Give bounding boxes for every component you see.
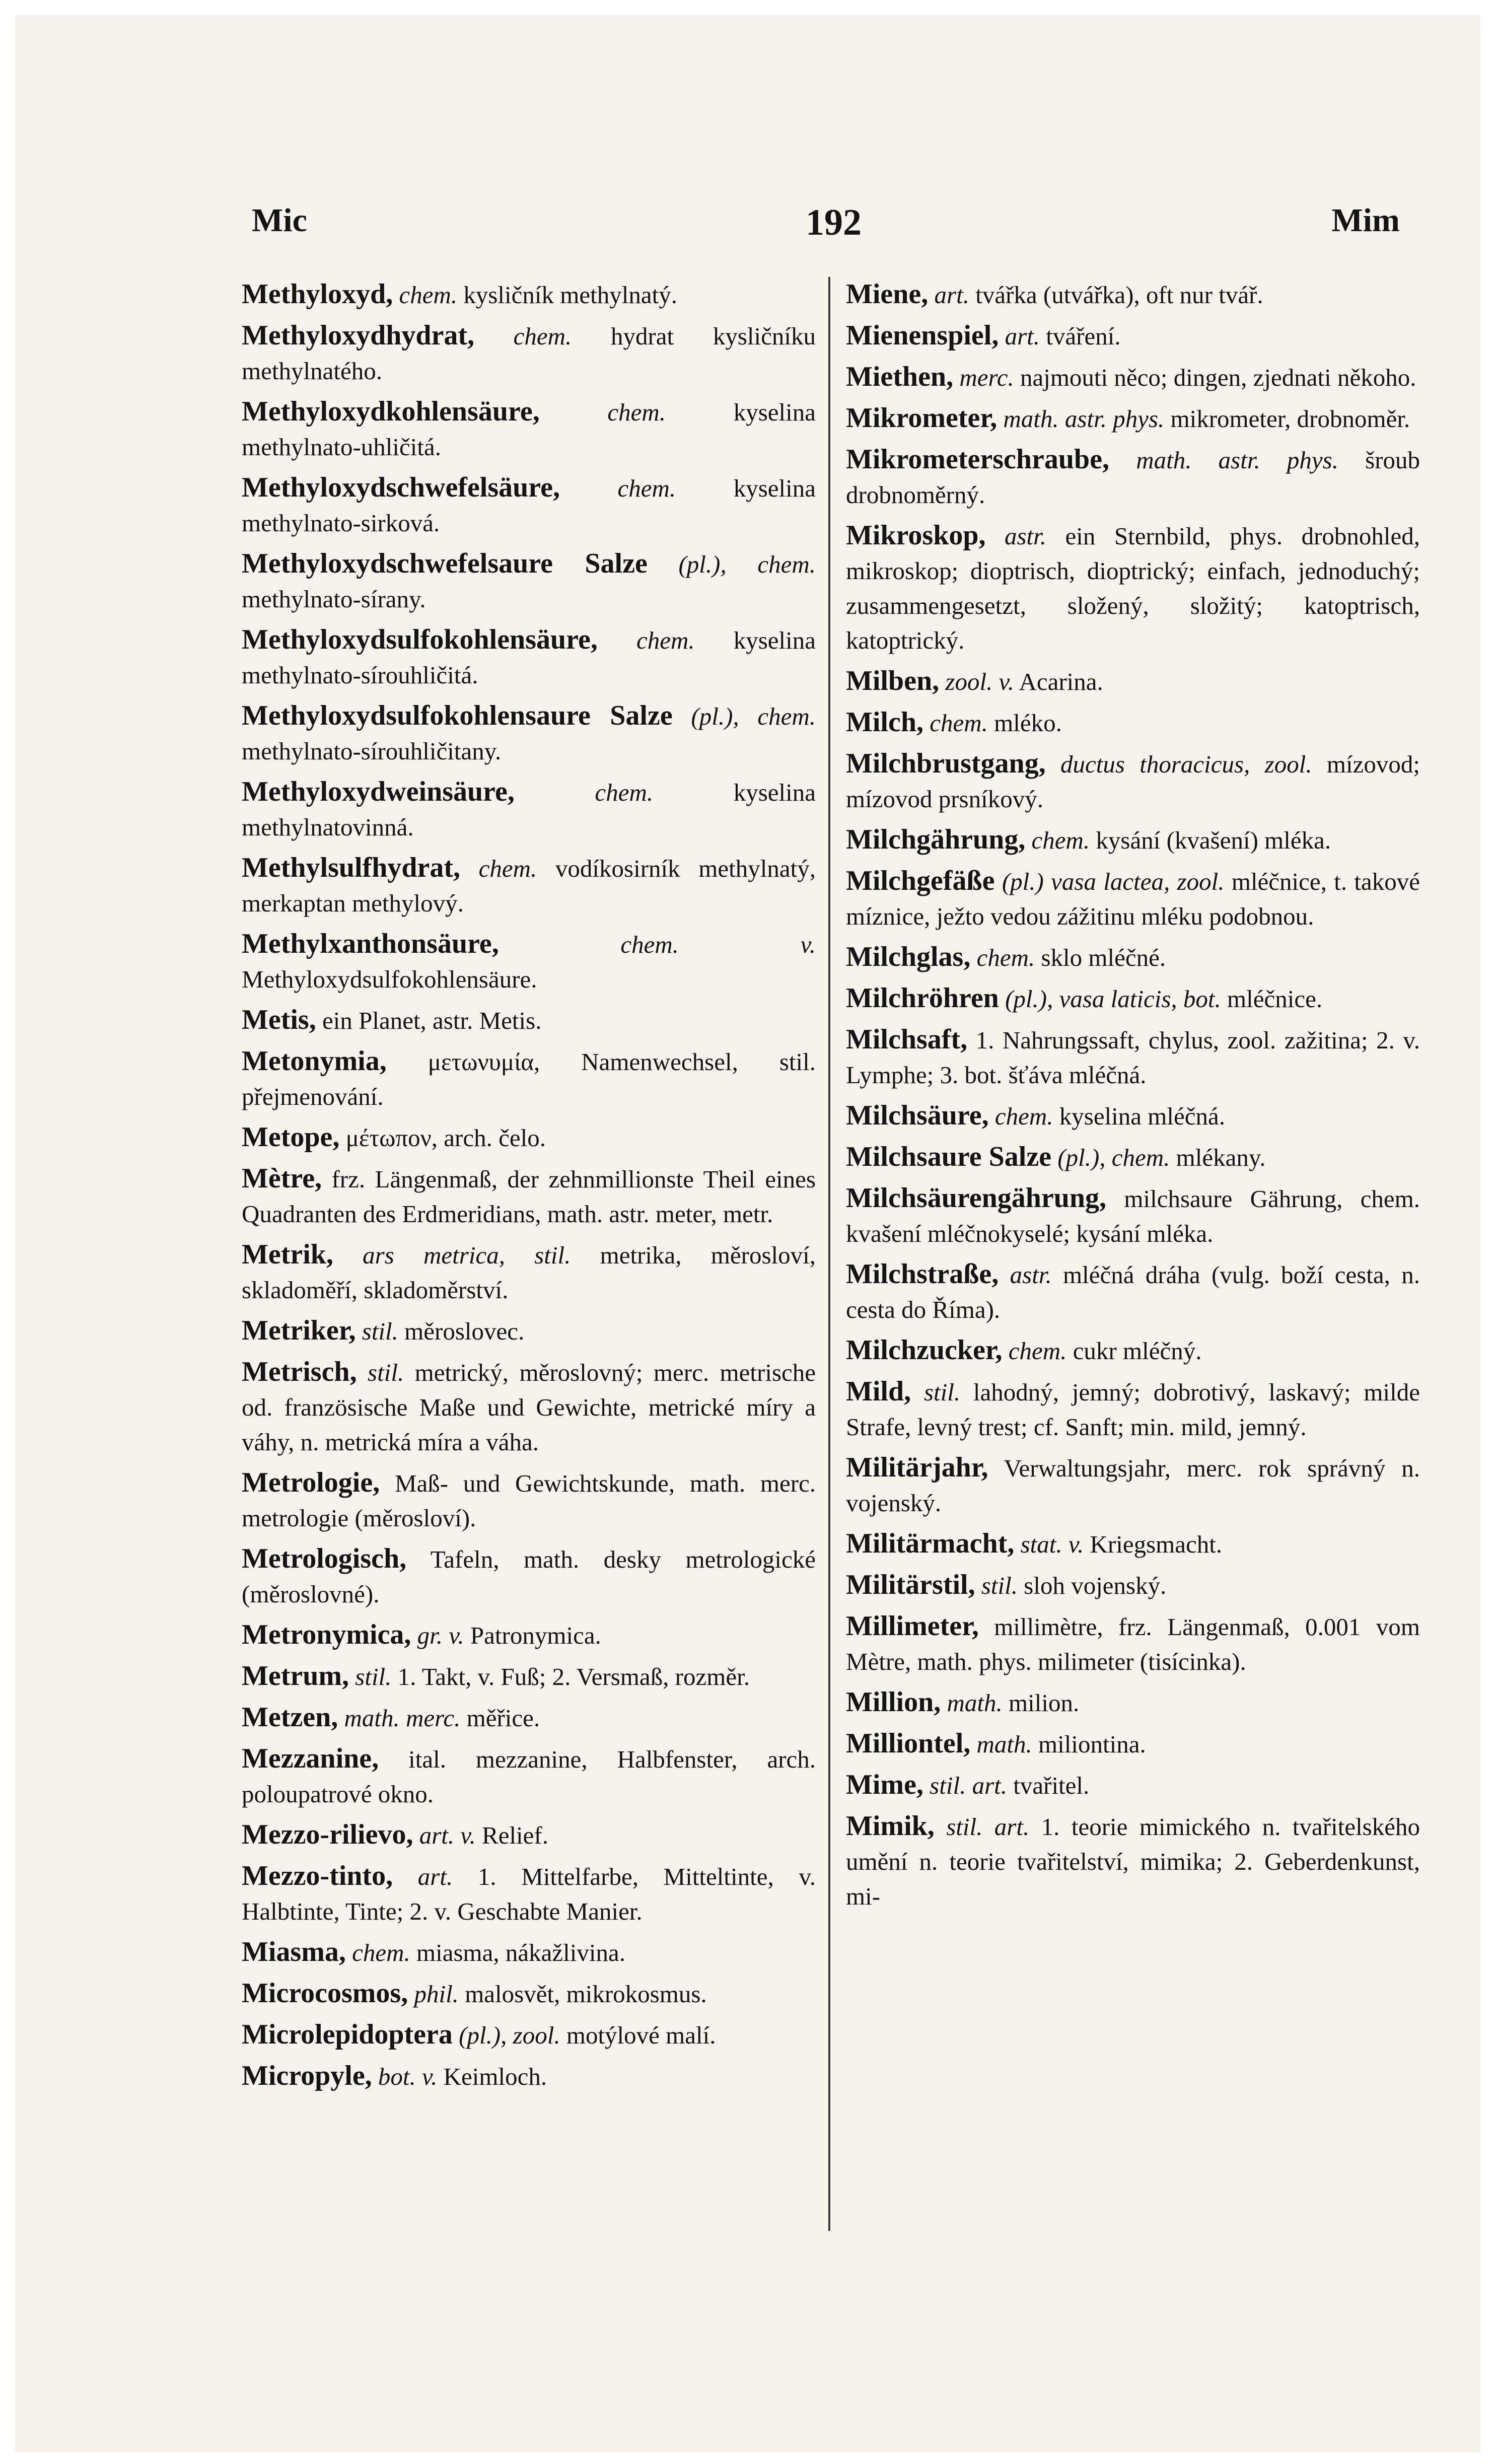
definition: kyselina methylnatovinná. — [242, 779, 816, 841]
dictionary-entry — [846, 442, 1420, 512]
grammar-label: chem. — [478, 855, 537, 882]
dictionary-entry — [846, 1768, 1420, 1803]
grammar-label: chem. — [595, 779, 654, 806]
headword: Mikrometerschraube, — [846, 444, 1110, 475]
grammar-label: phil. — [414, 1980, 459, 2008]
definition: kyselina methylnato-uhličitá. — [242, 398, 816, 461]
page-number: 192 — [806, 202, 862, 243]
headword: Milchstraße, — [846, 1258, 999, 1290]
definition: ital. mezzanine, Halbfenster, arch. poloupatrové okno. — [242, 1745, 816, 1808]
headword: Miethen, — [846, 361, 954, 392]
headword: Methyloxydsulfokohlensäure, — [242, 624, 598, 655]
definition: motýlové malí. — [566, 2021, 716, 2049]
headword: Mild, — [846, 1376, 911, 1407]
grammar-label: art. — [417, 1863, 453, 1890]
definition: Relief. — [482, 1821, 548, 1849]
dictionary-entry — [846, 1257, 1420, 1327]
dictionary-entry — [846, 1568, 1420, 1603]
grammar-label: stil. — [355, 1663, 392, 1691]
dictionary-entry — [846, 746, 1420, 816]
dictionary-entry — [846, 1726, 1420, 1762]
right-column — [846, 277, 1420, 1920]
dictionary-entry — [242, 1617, 816, 1653]
headword: Mezzo-tinto, — [242, 1860, 393, 1891]
grammar-label: stil. — [362, 1317, 398, 1345]
grammar-label: chem. — [994, 1102, 1053, 1130]
grammar-label: stil. — [981, 1572, 1018, 1599]
dictionary-entry — [242, 1976, 816, 2011]
dictionary-entry — [242, 1659, 816, 1694]
definition: vodíkosirník methylnatý, merkaptan methylový. — [242, 855, 816, 917]
dictionary-entry — [242, 622, 816, 692]
grammar-label: stil. — [368, 1359, 404, 1386]
headword: Mime, — [846, 1769, 923, 1800]
definition: ein Planet, astr. Metis. — [322, 1007, 542, 1034]
dictionary-entry — [846, 1450, 1420, 1520]
headword: Methyloxydweinsäure, — [242, 776, 515, 807]
dictionary-entry — [846, 1022, 1420, 1092]
headword: Mezzanine, — [242, 1743, 379, 1774]
definition: Maß- und Gewichtskunde, math. merc. metrologie (měrosloví). — [242, 1469, 816, 1532]
dictionary-entry — [242, 1044, 816, 1114]
dictionary-entry — [846, 1098, 1420, 1134]
definition: methylnato-sírany. — [242, 585, 426, 613]
definition: millimètre, frz. Längenmaß, 0.001 vom Mètre, math. phys. milimeter (tisícinka). — [846, 1613, 1420, 1675]
definition: mléko. — [994, 709, 1062, 737]
headword: Milchglas, — [846, 941, 971, 972]
headword: Metis, — [242, 1004, 316, 1035]
dictionary-entry — [242, 1161, 816, 1231]
definition: mléčnice, t. takové míznice, ježto vedou zážitinu mléku podobnou. — [846, 868, 1420, 930]
definition: malosvět, mikrokosmus. — [465, 1980, 707, 2008]
grammar-label: (pl.), chem. — [691, 702, 816, 730]
dictionary-entry — [242, 2059, 816, 2094]
headword: Milchsäure, — [846, 1100, 989, 1131]
headword: Millimeter, — [846, 1610, 979, 1642]
grammar-label: math. astr. phys. — [1003, 405, 1165, 433]
grammar-label: stil. — [923, 1378, 961, 1406]
grammar-label: art. — [1005, 322, 1040, 350]
definition: tvařitel. — [1013, 1772, 1090, 1799]
definition: μετωνυμία, Namenwechsel, stil. přejmenování. — [242, 1048, 816, 1110]
dictionary-entry — [846, 518, 1420, 658]
definition: kyselina methylnato-sírouhličitá. — [242, 626, 816, 689]
headword: Methylsulfhydrat, — [242, 852, 460, 883]
definition: mléčnice. — [1227, 985, 1323, 1013]
grammar-label: (pl.), vasa laticis, bot. — [1005, 985, 1221, 1013]
headword: Mikroskop, — [846, 520, 986, 551]
definition: Patronymica. — [470, 1622, 601, 1649]
grammar-label: stil. art. — [930, 1772, 1008, 1799]
definition: tváření. — [1046, 322, 1121, 350]
definition: Keimloch. — [443, 2063, 547, 2090]
grammar-label: (pl.), chem. — [1057, 1144, 1170, 1171]
headword: Milchgährung, — [846, 824, 1026, 855]
definition: mízovod; mízovod prsníkový. — [846, 750, 1420, 813]
column-divider — [828, 277, 830, 2231]
definition: Verwaltungsjahr, merc. rok správný n. vojenský. — [846, 1454, 1420, 1517]
headword: Metrisch, — [242, 1356, 357, 1387]
headword: Metrum, — [242, 1660, 349, 1692]
dictionary-entry — [242, 546, 816, 616]
headword: Metriker, — [242, 1315, 356, 1346]
header-left-catchword: Mic — [252, 202, 307, 239]
dictionary-entry — [846, 981, 1420, 1016]
dictionary-entry — [846, 1374, 1420, 1444]
dictionary-entry — [846, 318, 1420, 354]
header-right-catchword: Mim — [1331, 202, 1400, 239]
definition: tvářka (utvářka), oft nur tvář. — [975, 281, 1263, 309]
dictionary-entry — [242, 277, 816, 312]
headword: Milchbrustgang, — [846, 748, 1046, 779]
grammar-label: chem. — [617, 474, 676, 502]
dictionary-entry — [242, 318, 816, 388]
definition: 1. teorie mimického n. tvařitelského umění n. teorie tvařitelství, mimika; 2. Geberdenkunst, mi- — [846, 1813, 1420, 1910]
dictionary-entry — [242, 927, 816, 997]
definition: najmouti něco; dingen, zjednati někoho. — [1020, 364, 1416, 391]
dictionary-entry — [242, 1313, 816, 1349]
definition: měřice. — [466, 1704, 540, 1732]
headword: Mienenspiel, — [846, 320, 999, 351]
definition: metrický, měroslovný; merc. metrische od. französische Maße und Gewichte, metrické míry a váhy, n. metrická míra a váha. — [242, 1359, 816, 1456]
definition: sklo mléčné. — [1041, 944, 1166, 971]
dictionary-entry — [846, 360, 1420, 395]
grammar-label: math. — [947, 1689, 1003, 1717]
headword: Milchzucker, — [846, 1334, 1003, 1366]
dictionary-entry — [846, 940, 1420, 975]
dictionary-entry — [242, 1859, 816, 1929]
page-header — [252, 201, 1410, 247]
dictionary-entry — [242, 1741, 816, 1811]
grammar-label: zool. v. — [945, 668, 1014, 695]
grammar-label: chem. — [636, 626, 695, 654]
definition: frz. Längenmaß, der zehnmillionste Theil eines Quadranten des Erdmeridians, math. astr. meter, metr. — [242, 1165, 816, 1228]
dictionary-entry — [846, 1333, 1420, 1368]
grammar-label: art. — [934, 281, 969, 309]
dictionary-entry — [242, 470, 816, 540]
grammar-label: stil. art. — [946, 1813, 1030, 1841]
definition: Acarina. — [1019, 668, 1103, 695]
grammar-label: bot. v. — [378, 2063, 438, 2090]
headword: Militärstil, — [846, 1569, 975, 1600]
definition: mléčná dráha (vulg. boží cesta, n. cesta do Říma). — [846, 1261, 1420, 1323]
headword: Mezzo-rilievo, — [242, 1819, 413, 1850]
dictionary-entry — [242, 2017, 816, 2053]
headword: Metonymia, — [242, 1045, 387, 1077]
dictionary-page — [15, 15, 1480, 2452]
headword: Mikrometer, — [846, 402, 998, 434]
dictionary-entry — [242, 1700, 816, 1735]
grammar-label: math. merc. — [344, 1704, 461, 1732]
definition: Kriegsmacht. — [1090, 1530, 1223, 1558]
headword: Milchröhren — [846, 982, 999, 1014]
definition: kysání (kvašení) mléka. — [1096, 826, 1331, 854]
definition: milchsaure Gährung, chem. kvašení mléčnokyselé; kysání mléka. — [846, 1185, 1420, 1247]
definition: měroslovec. — [404, 1317, 525, 1345]
dictionary-entry — [242, 775, 816, 844]
dictionary-entry — [846, 401, 1420, 436]
headword: Metrologisch, — [242, 1543, 407, 1574]
dictionary-entry — [846, 1181, 1420, 1251]
grammar-label: merc. — [959, 364, 1014, 391]
grammar-label: art. v. — [419, 1821, 476, 1849]
grammar-label: chem. — [352, 1939, 410, 1966]
headword: Methyloxydkohlensäure, — [242, 396, 540, 427]
headword: Militärmacht, — [846, 1528, 1015, 1559]
definition: methylnato-sírouhličitany. — [242, 737, 502, 765]
definition: metrika, měrosloví, skladoměří, skladoměrství. — [242, 1241, 816, 1304]
definition: kysličník methylnatý. — [463, 281, 677, 309]
headword: Million, — [846, 1686, 941, 1718]
grammar-label: (pl.), chem. — [678, 550, 816, 578]
headword: Micropyle, — [242, 2060, 372, 2091]
definition: milion. — [1008, 1689, 1080, 1717]
grammar-label: math. — [976, 1730, 1032, 1758]
headword: Milch, — [846, 707, 923, 738]
dictionary-entry — [846, 1809, 1420, 1914]
dictionary-entry — [242, 1237, 816, 1307]
headword: Milben, — [846, 665, 940, 696]
dictionary-entry — [846, 1140, 1420, 1175]
grammar-label: chem. — [1008, 1337, 1067, 1365]
definition: 1. Mittelfarbe, Mitteltinte, v. Halbtinte, Tinte; 2. v. Geschabte Manier. — [242, 1863, 816, 1925]
definition: kyselina methylnato-sirková. — [242, 474, 816, 537]
headword: Metope, — [242, 1121, 340, 1153]
dictionary-entry — [846, 277, 1420, 312]
dictionary-entry — [242, 1541, 816, 1611]
headword: Milchsaft, — [846, 1024, 968, 1055]
dictionary-entry — [846, 864, 1420, 934]
headword: Metronymica, — [242, 1619, 411, 1650]
definition: cukr mléčný. — [1073, 1337, 1202, 1365]
headword: Methyloxydschwefelsäure, — [242, 472, 560, 503]
grammar-label: ars metrica, stil. — [363, 1241, 571, 1269]
definition: kyselina mléčná. — [1059, 1102, 1226, 1130]
headword: Metrologie, — [242, 1467, 380, 1498]
headword: Miene, — [846, 278, 929, 310]
dictionary-entry — [846, 705, 1420, 740]
dictionary-entry — [846, 1685, 1420, 1720]
headword: Milchsäurengährung, — [846, 1182, 1107, 1214]
grammar-label: chem. v. — [620, 931, 816, 958]
definition: mlékany. — [1176, 1144, 1266, 1171]
dictionary-entry — [846, 1526, 1420, 1562]
definition: 1. Takt, v. Fuß; 2. Versmaß, rozměr. — [397, 1663, 750, 1691]
grammar-label: gr. v. — [417, 1622, 464, 1649]
headword: Mètre, — [242, 1163, 322, 1194]
grammar-label: chem. — [513, 322, 572, 350]
dictionary-entry — [242, 1935, 816, 1970]
headword: Miasma, — [242, 1936, 346, 1967]
headword: Microlepidoptera — [242, 2019, 453, 2050]
headword: Methyloxydsulfokohlensaure Salze — [242, 700, 673, 731]
dictionary-entry — [242, 698, 816, 768]
headword: Methyloxydschwefelsaure Salze — [242, 548, 648, 579]
dictionary-entry — [242, 1003, 816, 1038]
grammar-label: chem. — [399, 281, 458, 309]
headword: Methyloxydhydrat, — [242, 320, 474, 351]
definition: Methyloxydsulfokohlensäure. — [242, 965, 537, 993]
grammar-label: astr. — [1010, 1261, 1052, 1289]
definition: miliontina. — [1038, 1730, 1146, 1758]
grammar-label: chem. — [976, 944, 1035, 971]
headword: Microcosmos, — [242, 1978, 408, 2009]
definition: lahodný, jemný; dobrotivý, laskavý; milde Strafe, levný trest; cf. Sanft; min. mild, jemný. — [846, 1378, 1420, 1441]
definition: šroub drobnoměrný. — [846, 446, 1420, 509]
grammar-label: ductus thoracicus, zool. — [1060, 750, 1312, 778]
definition: mikrometer, drobnoměr. — [1170, 405, 1410, 433]
dictionary-entry — [242, 394, 816, 464]
headword: Mimik, — [846, 1810, 935, 1842]
dictionary-entry — [846, 664, 1420, 699]
dictionary-entry — [242, 1465, 816, 1535]
grammar-label: chem. — [607, 398, 666, 426]
grammar-label: stat. v. — [1020, 1530, 1084, 1558]
headword: Milchsaure Salze — [846, 1141, 1052, 1172]
grammar-label: math. astr. phys. — [1136, 446, 1338, 474]
grammar-label: chem. — [1031, 826, 1090, 854]
headword: Methylxanthonsäure, — [242, 928, 499, 959]
definition: miasma, nákažlivina. — [416, 1939, 625, 1966]
headword: Milliontel, — [846, 1728, 971, 1759]
headword: Methyloxyd, — [242, 278, 393, 310]
definition: Tafeln, math. desky metrologické (měroslovné). — [242, 1545, 816, 1608]
grammar-label: (pl.) vasa lactea, zool. — [1002, 868, 1225, 895]
dictionary-entry — [242, 1355, 816, 1459]
dictionary-entry — [846, 1609, 1420, 1679]
dictionary-entry — [242, 1817, 816, 1853]
grammar-label: chem. — [930, 709, 988, 737]
dictionary-entry — [242, 851, 816, 921]
definition: ein Sternbild, phys. drobnohled, mikroskop; dioptrisch, dioptrický; einfach, jednoduchý; zusammengesetzt, složený, složitý; katoptrisch, katoptrický. — [846, 522, 1420, 654]
definition: hydrat kysličníku methylnatého. — [242, 322, 816, 385]
dictionary-entry — [242, 1120, 816, 1155]
headword: Metrik, — [242, 1239, 333, 1270]
definition: sloh vojenský. — [1024, 1572, 1167, 1599]
dictionary-entry — [846, 822, 1420, 858]
headword: Milchgefäße — [846, 865, 995, 896]
headword: Metzen, — [242, 1702, 338, 1733]
definition: μέτωπον, arch. čelo. — [345, 1124, 546, 1152]
headword: Militärjahr, — [846, 1452, 988, 1483]
grammar-label: astr. — [1004, 522, 1047, 550]
grammar-label: (pl.), zool. — [459, 2021, 560, 2049]
left-column — [242, 277, 816, 2100]
definition: 1. Nahrungssaft, chylus, zool. zažitina; 2. v. Lymphe; 3. bot. šťáva mléčná. — [846, 1026, 1420, 1089]
